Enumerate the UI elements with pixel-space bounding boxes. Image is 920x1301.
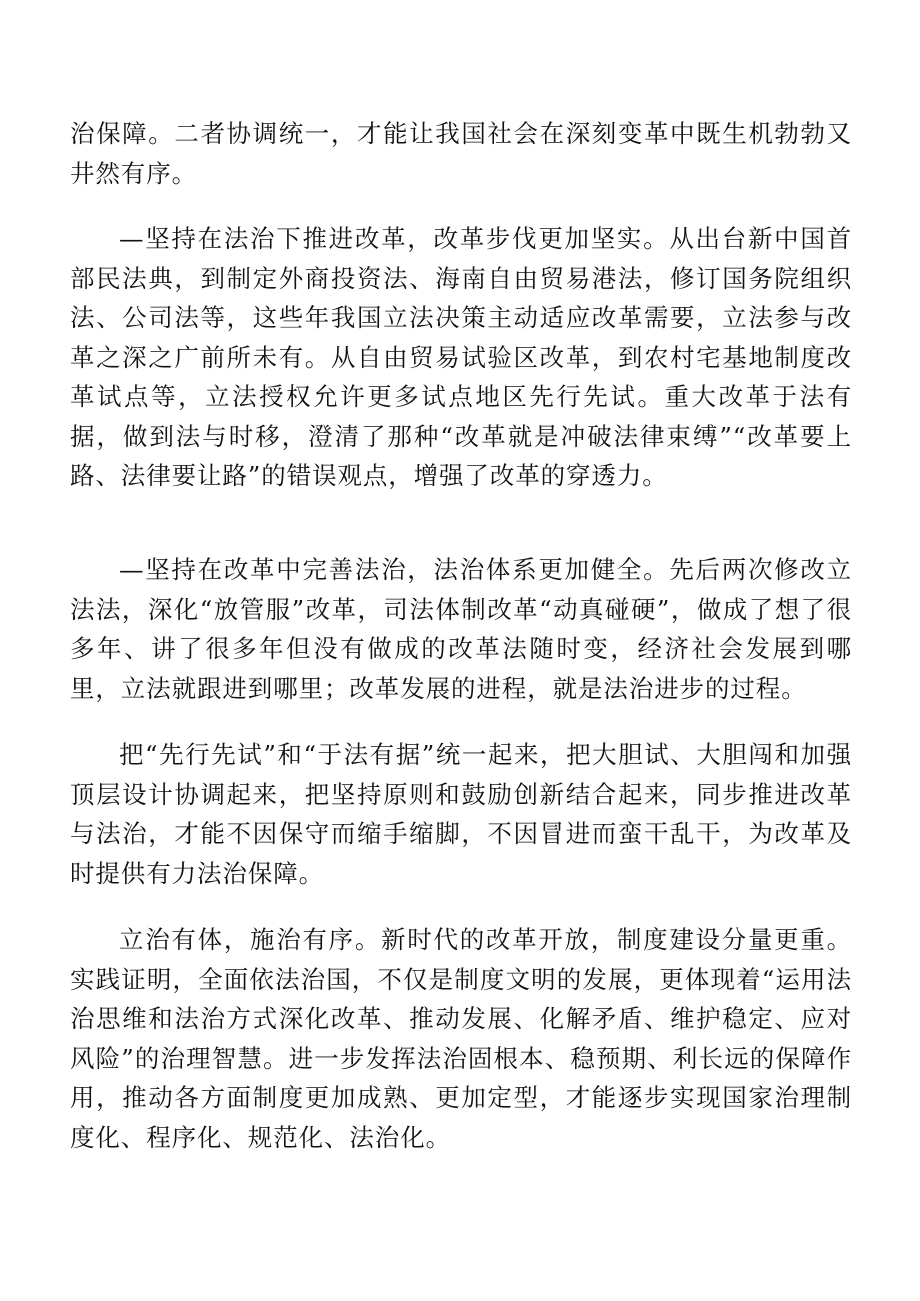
paragraph-reform-under-rule-of-law: —坚持在法治下推进改革，改革步伐更加坚实。从出台新中国首部民法典，到制定外商投资法、海南自由贸易港法，修订国务院组织法、公司法等，这些年我国立法决策主动适应改革需要，立法参与改革之深之广前所未有。从自由贸易试验区改革，到农村宅基地制度改革试点等，立法授权允许更多试点地区先行先试。重大改革于法有据，做到法与时移，澄清了那种“改革就是冲破法律束缚”“改革要上路、法律要让路”的错误观点，增强了改革的穿透力。 [70,224,852,490]
paragraph-governance-conclusion: 立治有体，施治有序。新时代的改革开放，制度建设分量更重。实践证明，全面依法治国，不仅是制度文明的发展，更体现着“运用法治思维和法治方式深化改革、推动发展、化解矛盾、维护稳定、应对风险”的治理智慧。进一步发挥法治固根本、稳预期、利长远的保障作用，推动各方面制度更加成熟、更加定型，才能逐步实现国家治理制度化、程序化、规范化、法治化。 [70,925,852,1152]
paragraph-continuation: 治保障。二者协调统一，才能让我国社会在深刻变革中既生机勃勃又井然有序。 [70,119,852,188]
paragraph-improve-rule-of-law-in-reform: —坚持在改革中完善法治，法治体系更加健全。先后两次修改立法法，深化“放管服”改革，司法体制改革“动真碰硬”，做成了想了很多年、讲了很多年但没有做成的改革法随时变，经济社会发展到哪里，立法就跟进到哪里；改革发展的进程，就是法治进步的过程。 [70,555,852,703]
paragraph-unify-pilot-and-law: 把“先行先试”和“于法有据”统一起来，把大胆试、大胆闯和加强顶层设计协调起来，把坚持原则和鼓励创新结合起来，同步推进改革与法治，才能不因保守而缩手缩脚，不因冒进而蛮干乱干，为改革及时提供有力法治保障。 [70,740,852,888]
